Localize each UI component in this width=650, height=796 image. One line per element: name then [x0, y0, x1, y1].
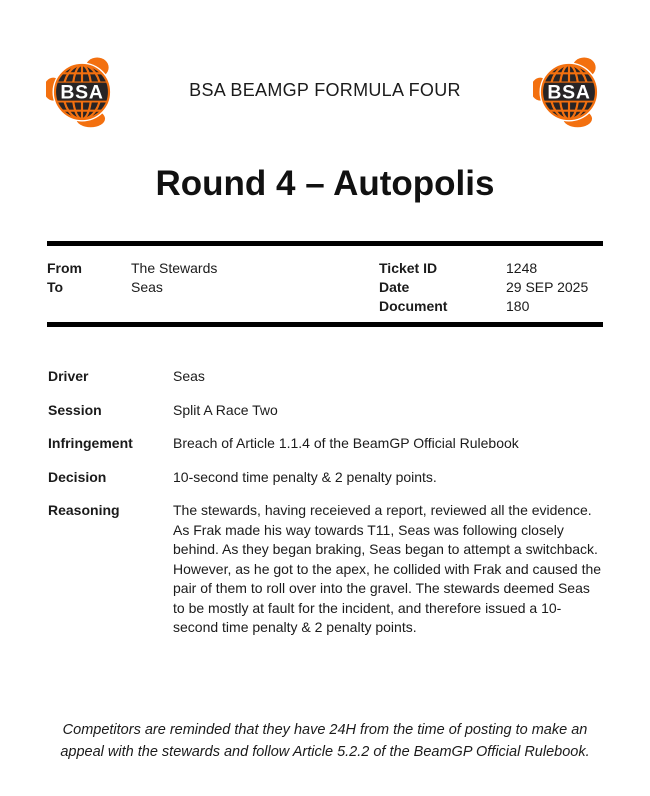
detail-label-driver: Driver: [48, 368, 89, 384]
meta-value-document: 180: [506, 298, 530, 314]
meta-column-ticket: [379, 259, 603, 316]
appeal-notice: Competitors are reminded that they have 24H from the time of posting to make an appeal with the stewards and follow Article 5.2.2 of the BeamGP Official Rulebook.: [60, 722, 590, 760]
bsa-logo-right: [533, 56, 605, 128]
detail-label-reasoning: Reasoning: [48, 502, 120, 518]
meta-row-from: [47, 259, 379, 278]
meta-value-date: 29 SEP 2025: [506, 279, 589, 295]
meta-row-to: [47, 278, 379, 297]
detail-label-infringement: Infringement: [48, 435, 133, 451]
meta-label-ticket-id: Ticket ID: [379, 260, 438, 276]
logo-text: BSA: [60, 81, 104, 104]
meta-row-date: [379, 278, 603, 297]
detail-value-session: Split A Race Two: [173, 401, 278, 418]
detail-row-infringement: [48, 434, 604, 454]
logo-text: BSA: [547, 81, 591, 104]
meta-label-from: From: [47, 260, 82, 276]
meta-row-ticket-id: [379, 259, 603, 278]
meta-column-from-to: [47, 259, 379, 316]
detail-row-reasoning: [48, 501, 604, 638]
detail-label-session: Session: [48, 401, 102, 418]
page-title: Round 4 – Autopolis: [155, 164, 495, 203]
detail-row-driver: [48, 367, 604, 387]
series-title: BSA BEAMGP FORMULA FOUR: [189, 80, 461, 100]
meta-row-document: [379, 297, 603, 316]
detail-value-reasoning: The stewards, having receieved a report, reviewed all the evidence. As Frak made his way towards T11, Seas was following closely behind. As they began braking, Seas began to attempt a switchback. However, as he got to the apex, he collided with Frak and caused the pair of them to roll over into the gravel. The stewards deemed Seas to be mostly at fault for the incident, and therefore issued a 10-second time penalty & 2 penalty points.: [173, 502, 602, 635]
meta-value-ticket-id: 1248: [506, 260, 538, 276]
meta-value-from: The Stewards: [131, 260, 218, 276]
decision-details: [48, 367, 604, 652]
meta-label-document: Document: [379, 298, 448, 314]
detail-value-decision: 10-second time penalty & 2 penalty points.: [173, 468, 437, 485]
meta-value-to: Seas: [131, 279, 163, 295]
detail-label-decision: Decision: [48, 468, 107, 485]
detail-row-session: [48, 401, 604, 421]
detail-value-infringement: Breach of Article 1.1.4 of the BeamGP Official Rulebook: [173, 435, 519, 451]
detail-row-decision: [48, 468, 604, 488]
meta-label-date: Date: [379, 279, 410, 295]
meta-label-to: To: [47, 279, 64, 295]
detail-value-driver: Seas: [173, 368, 205, 384]
meta-block: [47, 241, 603, 327]
